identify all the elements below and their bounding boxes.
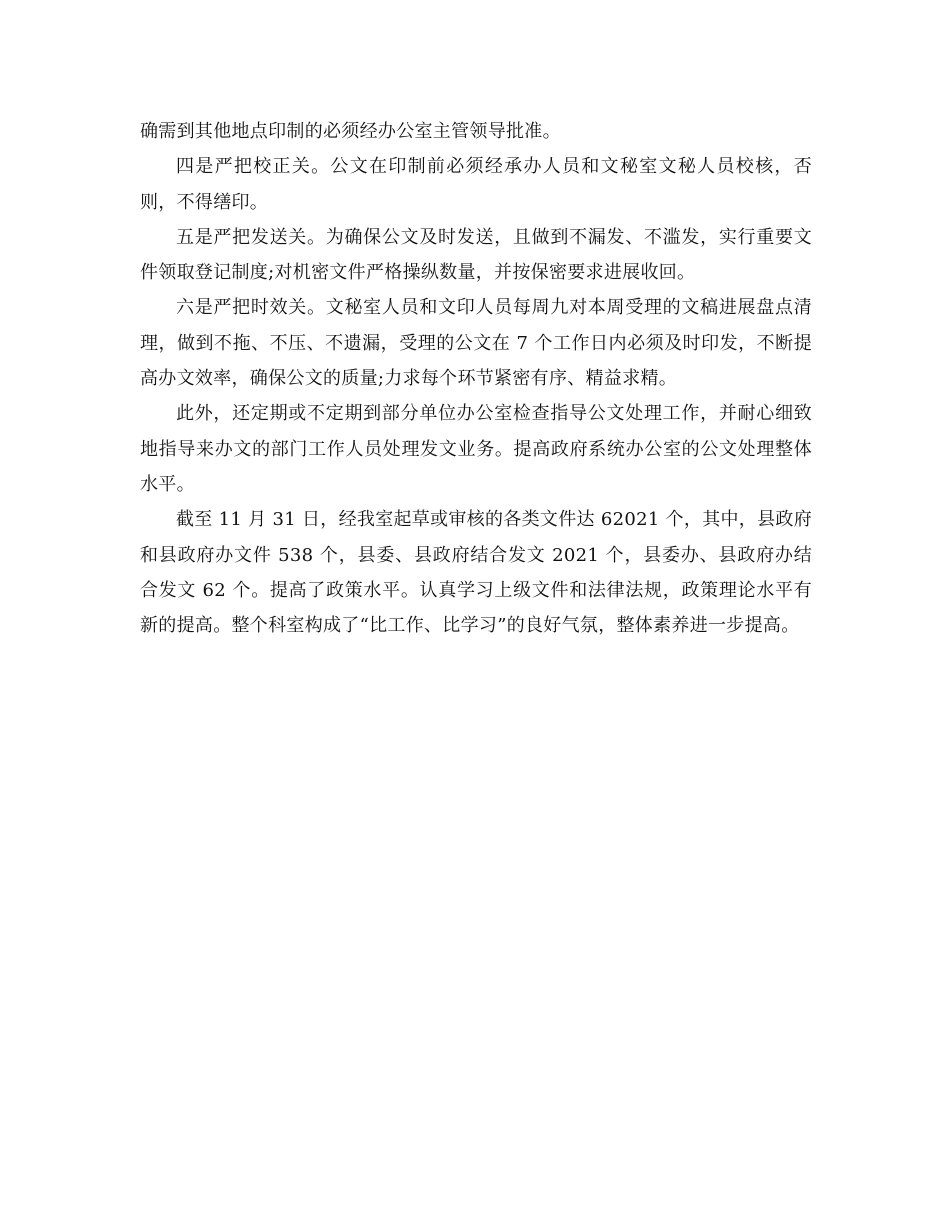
- paragraph: 截至 11 月 31 日，经我室起草或审核的各类文件达 62021 个，其中，县政府和县政府办文件 538 个，县委、县政府结合发文 2021 个，县委办、县政府办结合发文 62 个。提高了政策水平。认真学习上级文件和法律法规，政策理论水平有新的提高。整个科室构成了“比工作、比学习”的良好气氛，整体素养进一步提高。: [140, 509, 812, 637]
- paragraph: 六是严把时效关。文秘室人员和文印人员每周九对本周受理的文稿进展盘点清理，做到不拖、不压、不遗漏，受理的公文在 7 个工作日内必须及时印发，不断提高办文效率，确保公文的质量;力求每个环节紧密有序、精益求精。: [140, 297, 812, 390]
- paragraph: 此外，还定期或不定期到部分单位办公室检查指导公文处理工作，并耐心细致地指导来办文的部门工作人员处理发文业务。提高政府系统办公室的公文处理整体水平。: [140, 403, 812, 495]
- paragraph: 五是严把发送关。为确保公文及时发送，且做到不漏发、不滥发，实行重要文件领取登记制度;对机密文件严格操纵数量，并按保密要求进展收回。: [140, 226, 812, 284]
- document-body: [140, 114, 812, 643]
- paragraph: 四是严把校正关。公文在印制前必须经承办人员和文秘室文秘人员校核，否则，不得缮印。: [140, 156, 812, 213]
- paragraph: 确需到其他地点印制的必须经办公室主管领导批准。: [140, 121, 561, 142]
